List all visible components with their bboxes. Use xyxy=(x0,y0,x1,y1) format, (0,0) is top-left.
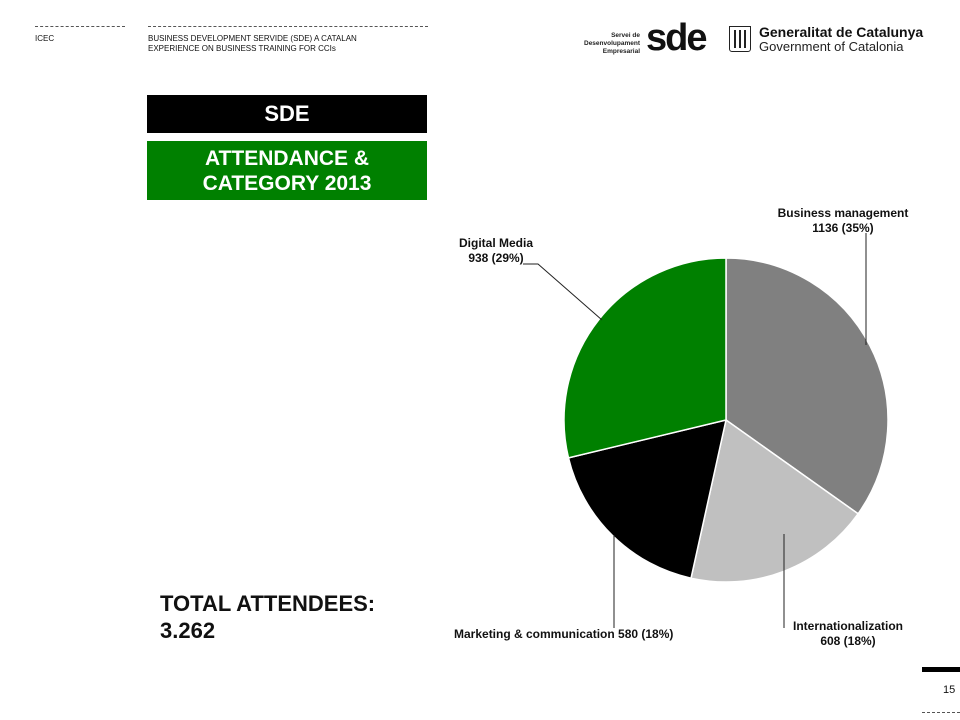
sde-logo-wordmark: sde xyxy=(646,17,706,59)
sde-logo-line-3: Empresarial xyxy=(602,48,640,55)
slide-subtitle-line-2: CATEGORY 2013 xyxy=(202,171,372,195)
leader-line-digital-media xyxy=(523,264,602,320)
total-attendees-value: 3.262 xyxy=(160,618,216,643)
generalitat-name-english: Government of Catalonia xyxy=(759,39,904,54)
subtitle-line-2: EXPERIENCE ON BUSINESS TRAINING FOR CCIs xyxy=(148,44,336,53)
slice-value-internationalization: 608 (18%) xyxy=(820,634,876,648)
footer-bar xyxy=(922,667,960,672)
slice-value-digital-media: 938 (29%) xyxy=(468,251,524,265)
slice-label-business-management: Business management xyxy=(777,206,909,220)
subtitle-line-1: BUSINESS DEVELOPMENT SERVIDE (SDE) A CATALAN xyxy=(148,34,357,43)
slice-label-internationalization: Internationalization xyxy=(792,619,904,633)
page-number: 15 xyxy=(943,684,956,696)
slide-subtitle-line-1: ATTENDANCE & xyxy=(204,146,370,170)
slide-title: SDE xyxy=(147,95,427,133)
total-attendees-label: TOTAL ATTENDEES: xyxy=(160,591,376,616)
org-name: ICEC xyxy=(35,34,55,43)
slice-value-business-management: 1136 (35%) xyxy=(812,221,874,235)
sde-logo-line-1: Servei de xyxy=(611,32,640,39)
slice-label-marketing-communication: Marketing & communication 580 (18%) xyxy=(454,627,674,641)
footer-divider xyxy=(922,712,960,713)
generalitat-name: Generalitat de Catalunya xyxy=(759,24,924,40)
sde-logo-line-2: Desenvolupament xyxy=(584,40,640,47)
total-attendees xyxy=(160,590,375,644)
slice-label-digital-media: Digital Media xyxy=(458,236,534,250)
